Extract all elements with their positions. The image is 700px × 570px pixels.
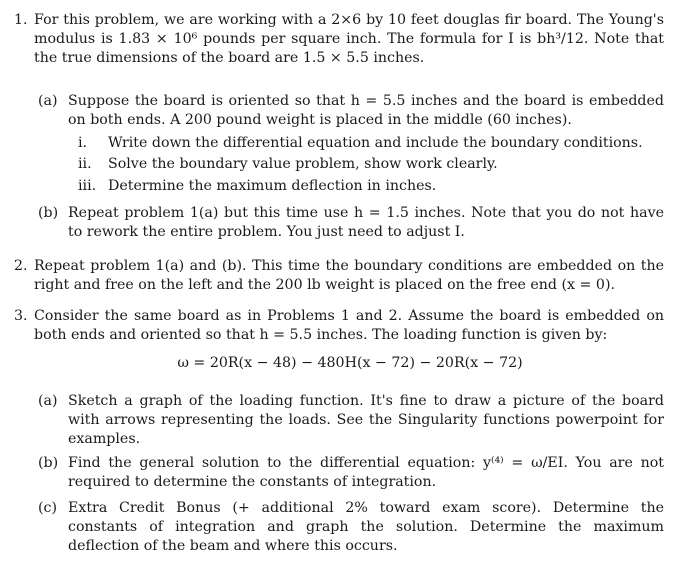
problem-2 — [14, 257, 664, 295]
loading-equation: ω = 20R(x − 48) − 480H(x − 72) − 20R(x − 72) — [177, 355, 523, 371]
problem-1a-container — [34, 92, 664, 130]
subpart-text: Sketch a graph of the loading function. It's fine to draw a picture of the board with arrows representing the loads. See the Singularity functions powerpoint for examples. — [68, 393, 664, 447]
problem-text: Repeat problem 1(a) and (b). This time the boundary conditions are embedded on the right and free on the left and the 200 lb weight is placed on the free end (x = 0). — [34, 258, 664, 293]
problem-3c-container — [34, 499, 664, 556]
subpart-label: (b) — [38, 205, 59, 221]
problem-number: 2. — [14, 258, 28, 274]
problem-3a — [38, 392, 664, 449]
item-label: iii. — [78, 178, 97, 194]
problem-3 — [14, 307, 664, 345]
item-text: Write down the differential equation and include the boundary conditions. — [108, 135, 643, 151]
problem-1b — [38, 204, 664, 242]
problem-text: For this problem, we are working with a 2×6 by 10 feet douglas fir board. The Young's modulus is 1.83 × 10⁶ pounds per square inch. The formula for I is bh³/12. Note that the true dimensions of the board are 1.5 × 5.5 inches. — [34, 12, 664, 66]
subpart-label: (b) — [38, 455, 59, 471]
subpart-label: (a) — [38, 93, 58, 109]
problem-1a-ii-container — [34, 155, 664, 174]
problem-text: Consider the same board as in Problems 1 and 2. Assume the board is embedded on both ends and oriented so that h = 5.5 inches. The loading function is given by: — [34, 308, 664, 343]
subpart-text: Find the general solution to the differential equation: y⁽⁴⁾ = ω/EI. You are not required to determine the constants of integration. — [68, 455, 664, 490]
problem-3c — [38, 499, 664, 556]
subpart-text: Repeat problem 1(a) but this time use h = 1.5 inches. Note that you do not have to rework the entire problem. You just need to adjust I. — [68, 205, 664, 240]
subpart-text: Extra Credit Bonus (+ additional 2% toward exam score). Determine the constants of integration and graph the solution. Determine the maximum deflection of the beam and where this occurs. — [68, 500, 664, 554]
problem-1 — [14, 11, 664, 68]
subpart-indent — [68, 177, 664, 196]
item-ii — [78, 155, 658, 174]
subpart-label: (a) — [38, 393, 58, 409]
problem-3a-container — [34, 392, 664, 449]
item-label: i. — [78, 135, 88, 151]
item-label: ii. — [78, 156, 92, 172]
problem-3b — [38, 454, 664, 492]
problem-1a-iii-container — [34, 177, 664, 196]
item-i — [78, 134, 658, 153]
problem-3b-container — [34, 454, 664, 492]
item-text: Determine the maximum deflection in inches. — [108, 178, 437, 194]
subpart-text: Suppose the board is oriented so that h = 5.5 inches and the board is embedded on both ends. A 200 pound weight is placed in the middle (60 inches). — [68, 93, 664, 128]
problem-number: 3. — [14, 308, 28, 324]
problem-number: 1. — [14, 12, 28, 28]
subpart-label: (c) — [38, 500, 58, 516]
problem-1b-container — [34, 204, 664, 242]
problem-1a-i-container — [34, 134, 664, 153]
problem-1a — [38, 92, 664, 130]
subpart-indent — [68, 134, 664, 153]
subpart-indent — [68, 155, 664, 174]
item-iii — [78, 177, 658, 196]
item-text: Solve the boundary value problem, show work clearly. — [108, 156, 498, 172]
